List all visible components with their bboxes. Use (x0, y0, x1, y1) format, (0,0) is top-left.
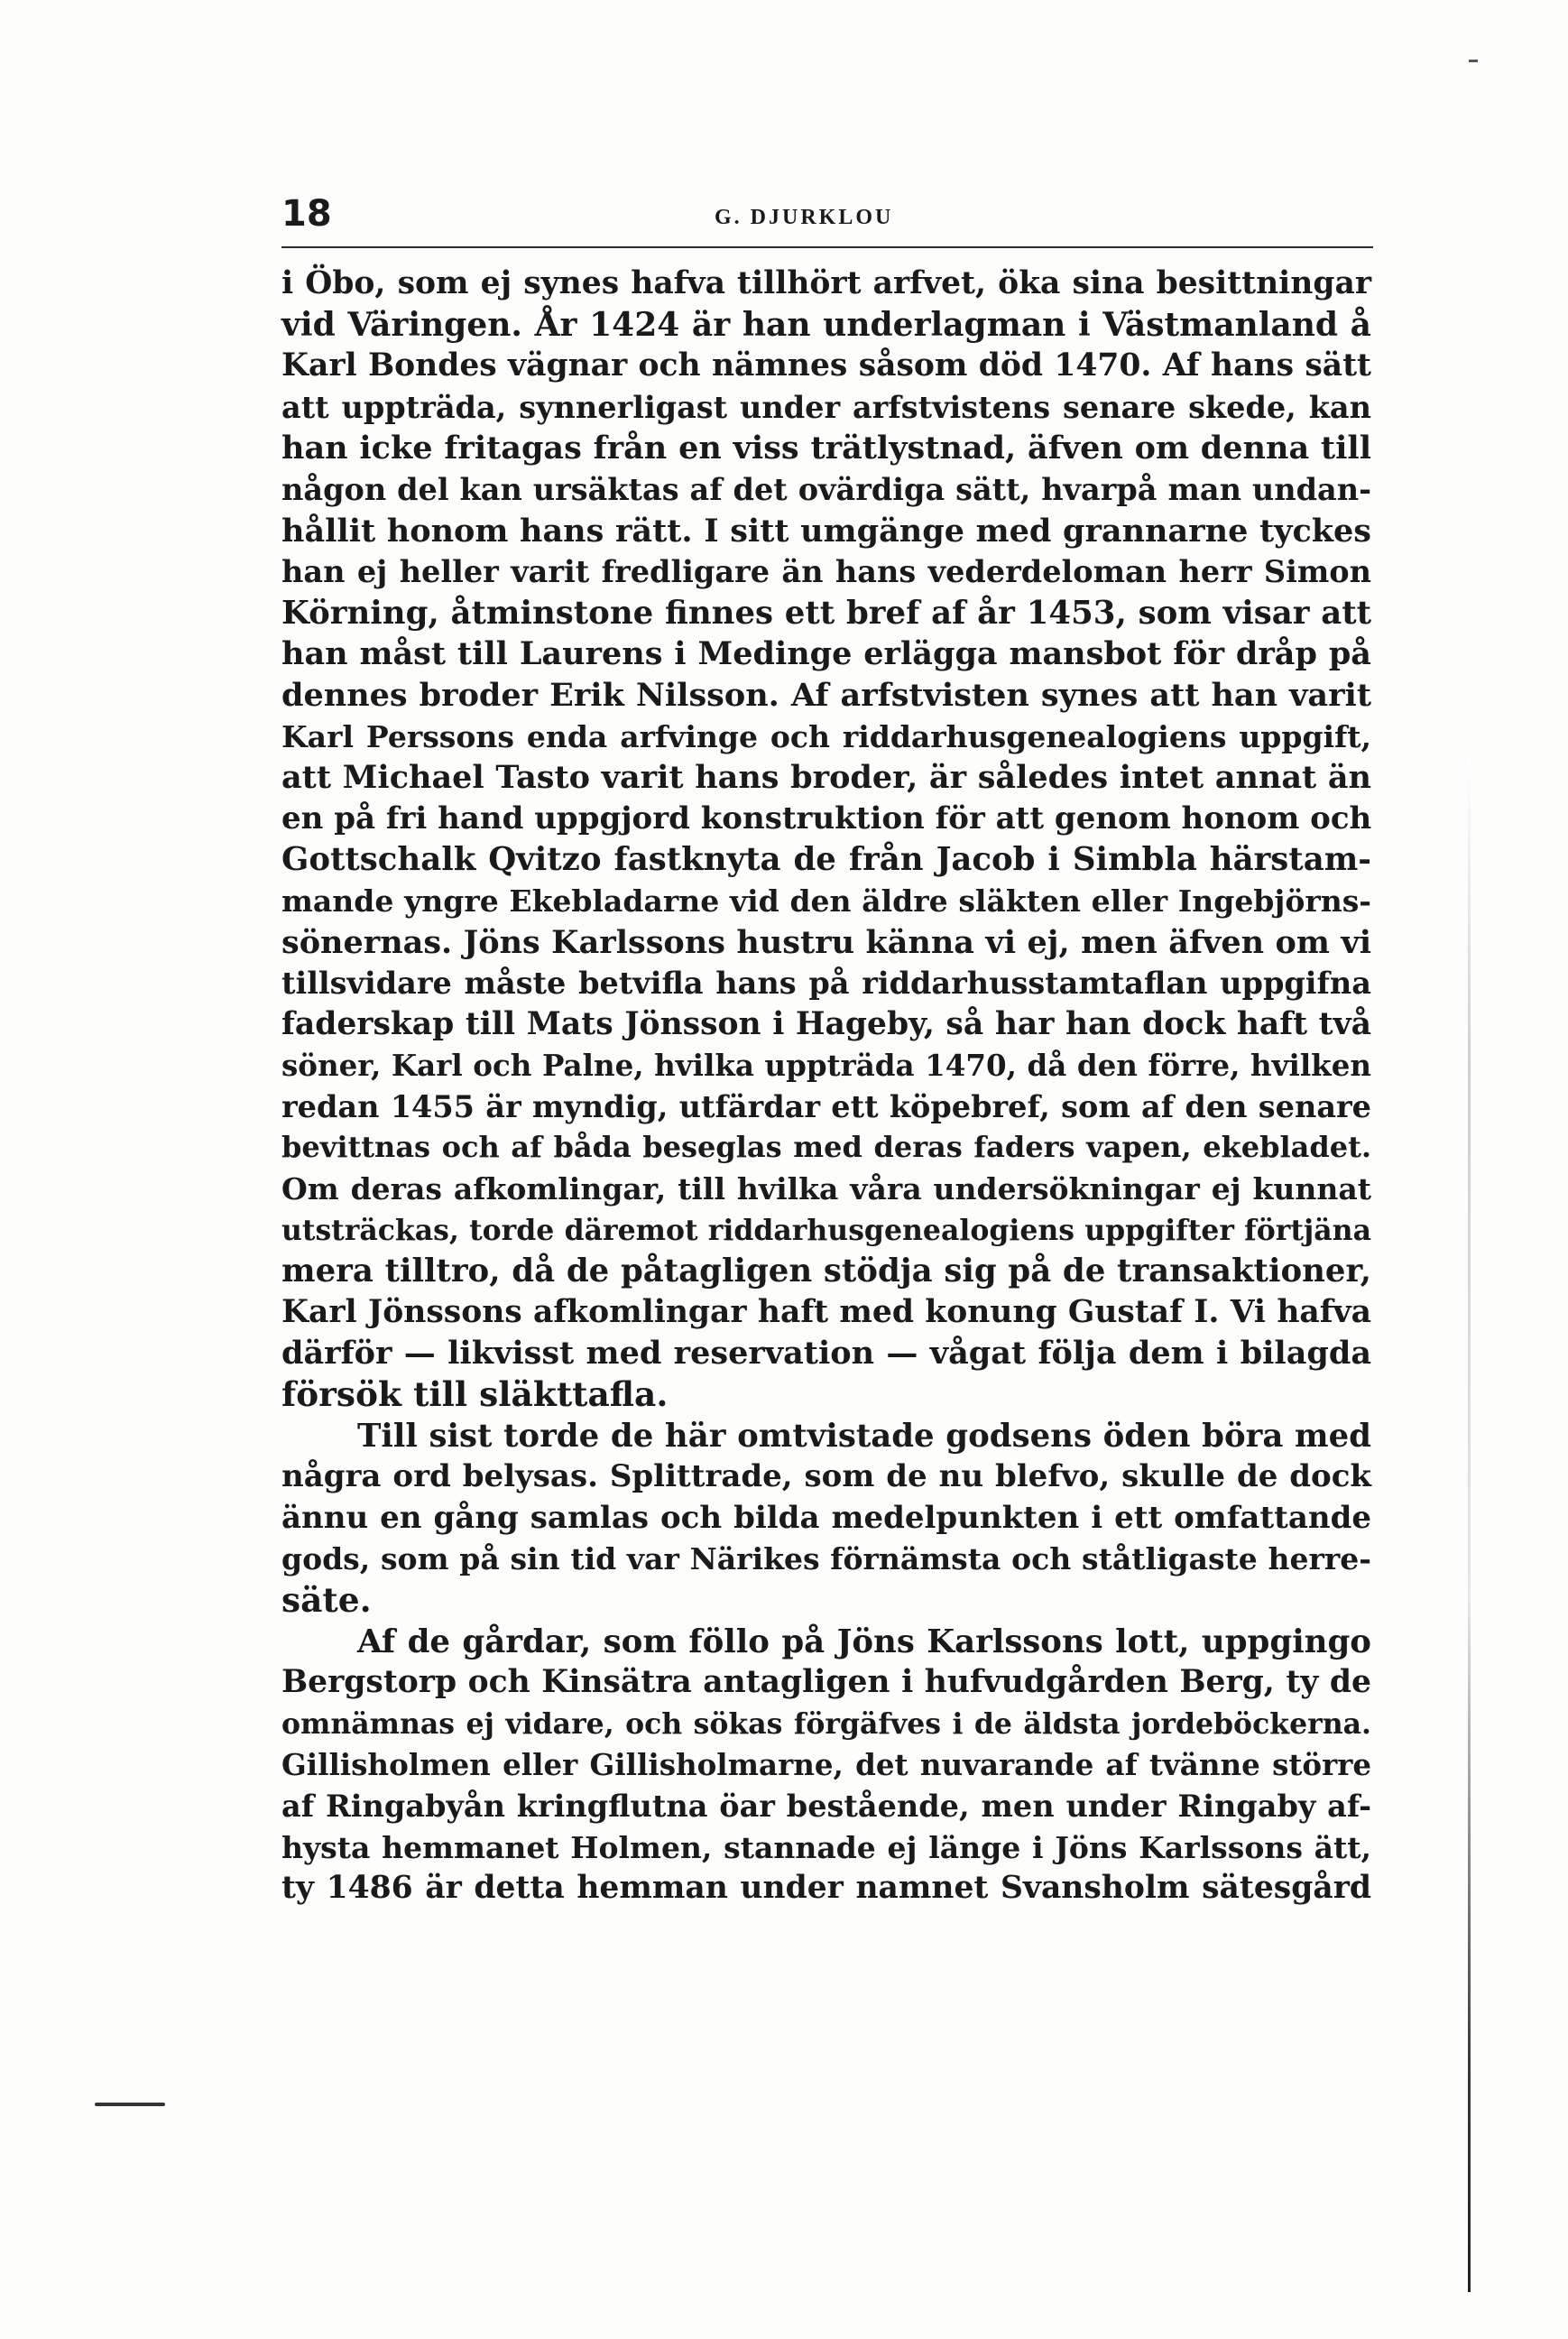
text-line: omnämnas ej vidare, och sökas förgäfves i de äldsta jordeböckerna. (281, 1706, 1371, 1741)
text-line: gods, som på sin tid var Närikes förnämsta och ståtligaste herre- (281, 1541, 1371, 1577)
text-line: sönernas. Jöns Karlssons hustru känna vi ej, men äfven om vi (281, 923, 1371, 961)
text-line: dennes broder Erik Nilsson. Af arfstvisten synes att han varit (281, 676, 1371, 714)
text-line: Körning, åtminstone finnes ett bref af år 1453, som visar att (281, 594, 1371, 632)
text-line: någon del kan ursäktas af det ovärdiga sätt, hvarpå man undan- (281, 471, 1371, 507)
text-line: Karl Perssons enda arfvinge och riddarhusgenealogiens uppgift, (281, 718, 1371, 754)
text-line: mera tilltro, då de påtagligen stödja sig på de transaktioner, (281, 1253, 1371, 1290)
text-line: tillsvidare måste betvifla hans på riddarhusstamtaflan uppgifna (281, 966, 1371, 1002)
text-line: vid Väringen. År 1424 är han underlagman i Västmanland å (281, 305, 1371, 344)
text-line: redan 1455 är myndig, utfärdar ett köpebref, som af den senare (281, 1088, 1371, 1124)
body-text (281, 263, 1371, 1909)
text-line: utsträckas, torde däremot riddarhusgenealogiens uppgifter förtjäna (281, 1213, 1371, 1247)
text-line: Till sist torde de här omtvistade godsens öden böra med (357, 1417, 1371, 1455)
text-line: Gottschalk Qvitzo fastknyta de från Jacob i Simbla härstam- (281, 841, 1371, 879)
text-line: därför — likvisst med reservation — vågat följa dem i bilagda (281, 1335, 1371, 1373)
text-line: af Ringabyån kringflutna öar bestående, men under Ringaby af- (281, 1788, 1371, 1824)
text-line: Karl Jönssons afkomlingar haft med konung Gustaf I. Vi hafva (281, 1293, 1371, 1330)
scan-mark-left (95, 2103, 165, 2106)
text-line: han måst till Laurens i Medinge erlägga mansbot för dråp på (281, 635, 1371, 673)
text-line: Gillisholmen eller Gillisholmarne, det nuvarande af tvänne större (281, 1747, 1371, 1783)
text-line: några ord belysas. Splittrade, som de nu blefvo, skulle de dock (281, 1458, 1371, 1495)
text-line: faderskap till Mats Jönsson i Hageby, så har han dock haft två (281, 1005, 1371, 1042)
text-line: i Öbo, som ej synes hafva tillhört arfvet, öka sina besittningar (281, 265, 1371, 301)
text-line: Karl Bondes vägnar och nämnes såsom död 1470. Af hans sätt (281, 347, 1371, 384)
text-line: Af de gårdar, som föllo på Jöns Karlssons lott, uppgingo (357, 1623, 1371, 1660)
text-line: ty 1486 är detta hemman under namnet Svansholm sätesgård (281, 1870, 1371, 1907)
text-line: Om deras afkomlingar, till hvilka våra undersökningar ej kunnat (281, 1171, 1371, 1207)
text-line: ännu en gång samlas och bilda medelpunkten i ett omfattande (281, 1499, 1371, 1536)
text-line: försök till släkttafla. (281, 1374, 669, 1415)
text-line: han ej heller varit fredligare än hans vederdeloman herr Simon (281, 554, 1371, 590)
text-line: han icke fritagas från en viss trätlystnad, äfven om denna till (281, 430, 1371, 467)
text-line: att Michael Tasto varit hans broder, är således intet annat än (281, 759, 1371, 797)
text-line: mande yngre Ekebladarne vid den äldre släkten eller Ingebjörns- (281, 883, 1371, 919)
text-line: hysta hemmanet Holmen, stannade ej länge i Jöns Karlssons ätt, (281, 1829, 1371, 1865)
text-line: säte. (281, 1580, 372, 1620)
running-head: G. DJURKLOU (715, 206, 894, 229)
text-line: söner, Karl och Palne, hvilka uppträda 1470, då den förre, hvilken (281, 1048, 1371, 1084)
scan-edge-right (1468, 758, 1471, 2292)
scan-mark-top (1469, 60, 1478, 62)
page-number: 18 (281, 193, 332, 235)
text-line: bevittnas och af båda beseglas med deras faders vapen, ekebladet. (281, 1130, 1371, 1165)
text-line: att uppträda, synnerligast under arfstvistens senare skede, kan (281, 389, 1371, 425)
page-header (281, 192, 1373, 248)
text-line: en på fri hand uppgjord konstruktion för att genom honom och (281, 800, 1372, 837)
text-line: Bergstorp och Kinsätra antagligen i hufvudgården Berg, ty de (281, 1664, 1371, 1701)
text-line: hållit honom hans rätt. I sitt umgänge med grannarne tyckes (281, 512, 1371, 550)
